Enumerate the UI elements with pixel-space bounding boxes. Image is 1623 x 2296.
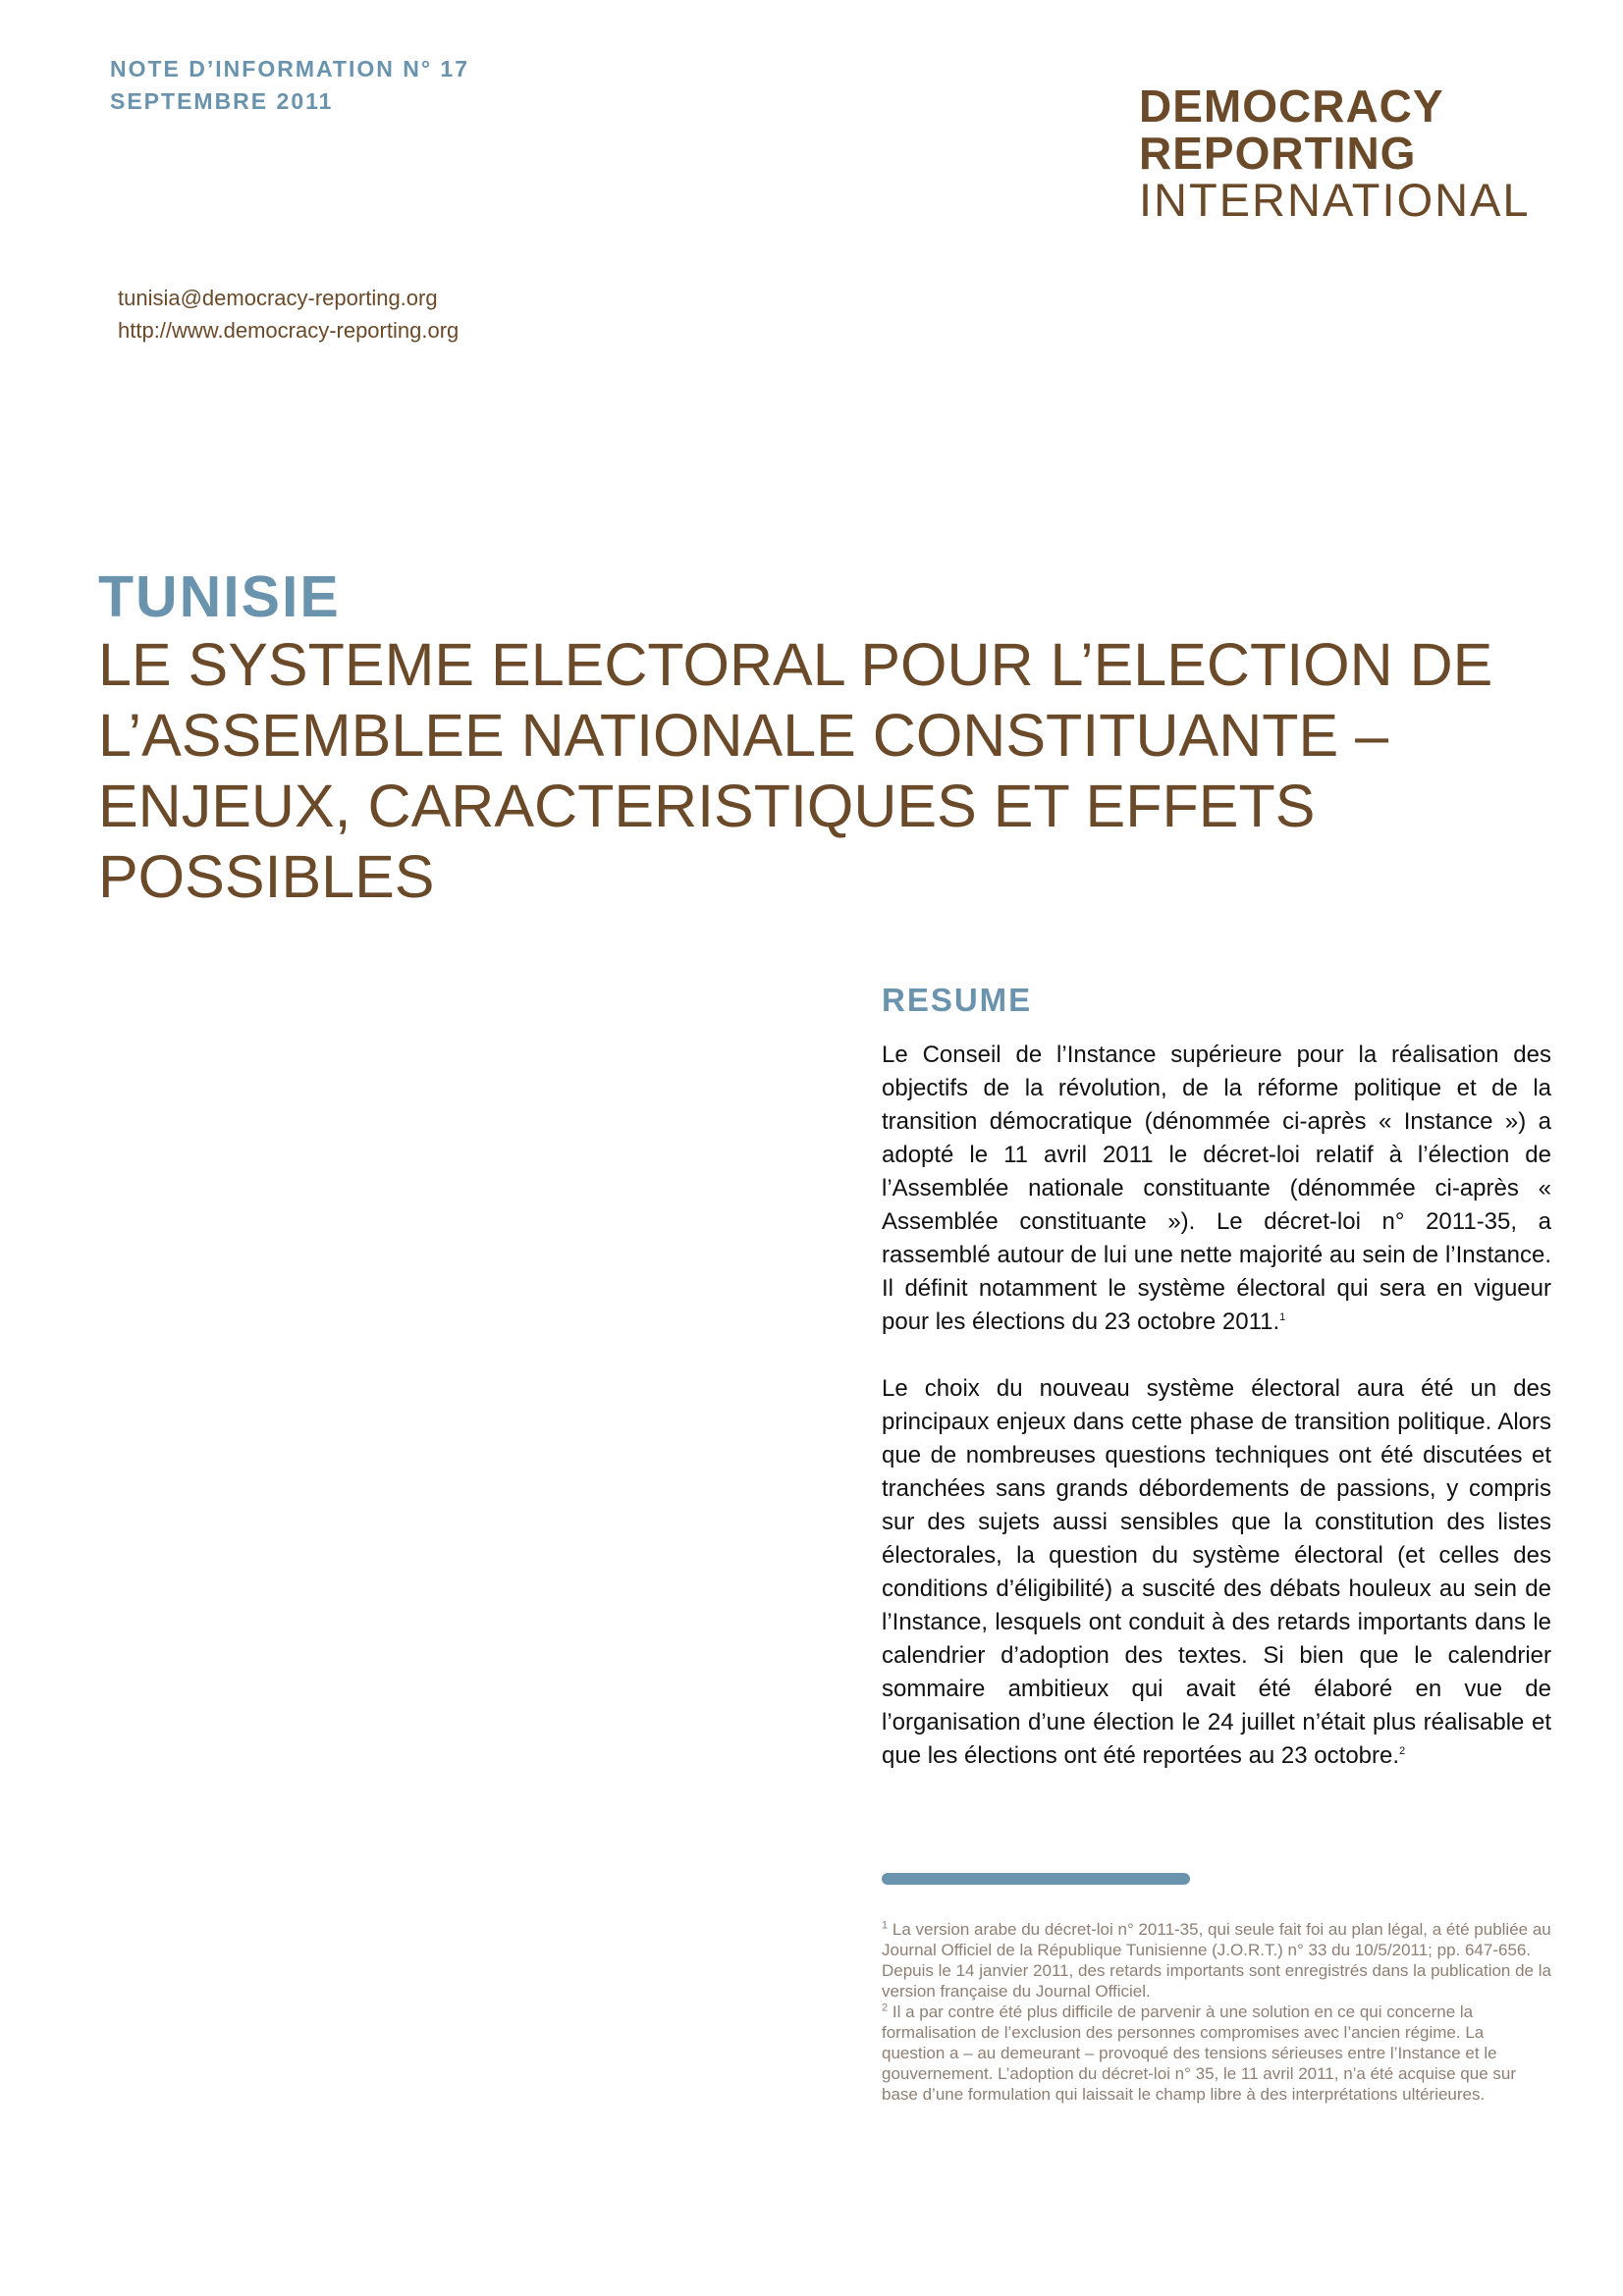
footnote-number-2: 2 [882,2002,889,2014]
note-number: NOTE D’INFORMATION N° 17 [110,56,470,81]
logo-line-reporting: REPORTING [1139,128,1417,179]
logo-line-democracy: DEMOCRACY [1139,80,1444,132]
summary-paragraph-1 [882,1039,1551,1339]
footnote-1 [882,1919,1551,2002]
footnote-text-2: Il a par contre été plus difficile de parvenir à une solution en ce qui concerne la formalisation de l’exclusion des personnes compromises avec l’ancien régime. La question a – au demeurant – provoqué des tensions sérieuses entre l’Instance et le gouvernement. L’adoption du décret-loi n° 35, le 11 avril 2011, n’a été acquise que sur base d’une formulation qui laissait le champ libre à des interprétations ultérieures. [882,2002,1516,2104]
country-title: TUNISIE [98,564,341,629]
document-title: LE SYSTEME ELECTORAL POUR L’ELECTION DE L’ASSEMBLEE NATIONALE CONSTITUANTE – ENJEUX, CARACTERISTIQUES ET EFFETS POSSIBLES [98,631,1493,910]
summary-section [882,982,1551,1806]
logo-line-international: INTERNATIONAL [1139,174,1531,226]
document-header [110,53,469,118]
contact-website: http://www.democracy-reporting.org [118,318,460,343]
dri-logo [1139,82,1531,224]
footnote-ref-1[interactable]: 1 [1279,1311,1286,1323]
note-date: SEPTEMBRE 2011 [110,88,334,114]
summary-paragraph-1-text: Le Conseil de l’Instance supérieure pour la réalisation des objectifs de la révolution, de la réforme politique et de la transition démocratique (dénommée ci-après « Instance ») a adopté le 11 avril 2011 le décret-loi relatif à l’élection de l’Assemblée nationale constituante (dénommée ci-après « Assemblée constituante »). Le décret-loi n° 2011-35, a rassemblé autour de lui une nette majorité au sein de l’Instance. Il définit notamment le système électoral qui sera en vigueur pour les élections du 23 octobre 2011. [882,1041,1551,1335]
footnote-divider [882,1873,1190,1885]
contact-block [118,282,459,347]
footnote-text-1: La version arabe du décret-loi n° 2011-35, qui seule fait foi au plan légal, a été publiée au Journal Officiel de la République Tunisienne (J.O.R.T.) n° 33 du 10/5/2011; pp. 647-656. Depuis le 14 janvier 2011, des retards importants sont enregistrés dans la publication de la version française du Journal Officiel. [882,1920,1551,2001]
contact-email: tunisia@democracy-reporting.org [118,286,438,310]
summary-paragraph-2-text: Le choix du nouveau système électoral aura été un des principaux enjeux dans cette phase de transition politique. Alors que de nombreuses questions techniques ont été discutées et tranchées sans grands débordements de passions, y compris sur des sujets aussi sensibles que la constitution des listes électorales, la question du système électoral (et celles des conditions d’éligibilité) a suscité des débats houleux au sein de l’Instance, lesquels ont conduit à des retards importants dans le calendrier d’adoption des textes. Si bien que le calendrier sommaire ambitieux qui avait été élaboré en vue de l’organisation d’une élection le 24 juillet n’était plus réalisable et que les élections ont été reportées au 23 octobre. [882,1375,1551,1769]
footnotes [882,1919,1551,2105]
summary-heading: RESUME [882,982,1033,1018]
footnote-2 [882,2002,1551,2105]
summary-paragraph-2 [882,1372,1551,1773]
footnote-ref-2[interactable]: 2 [1399,1745,1406,1757]
footnote-number-1: 1 [882,1919,889,1932]
title-block [98,564,1591,912]
